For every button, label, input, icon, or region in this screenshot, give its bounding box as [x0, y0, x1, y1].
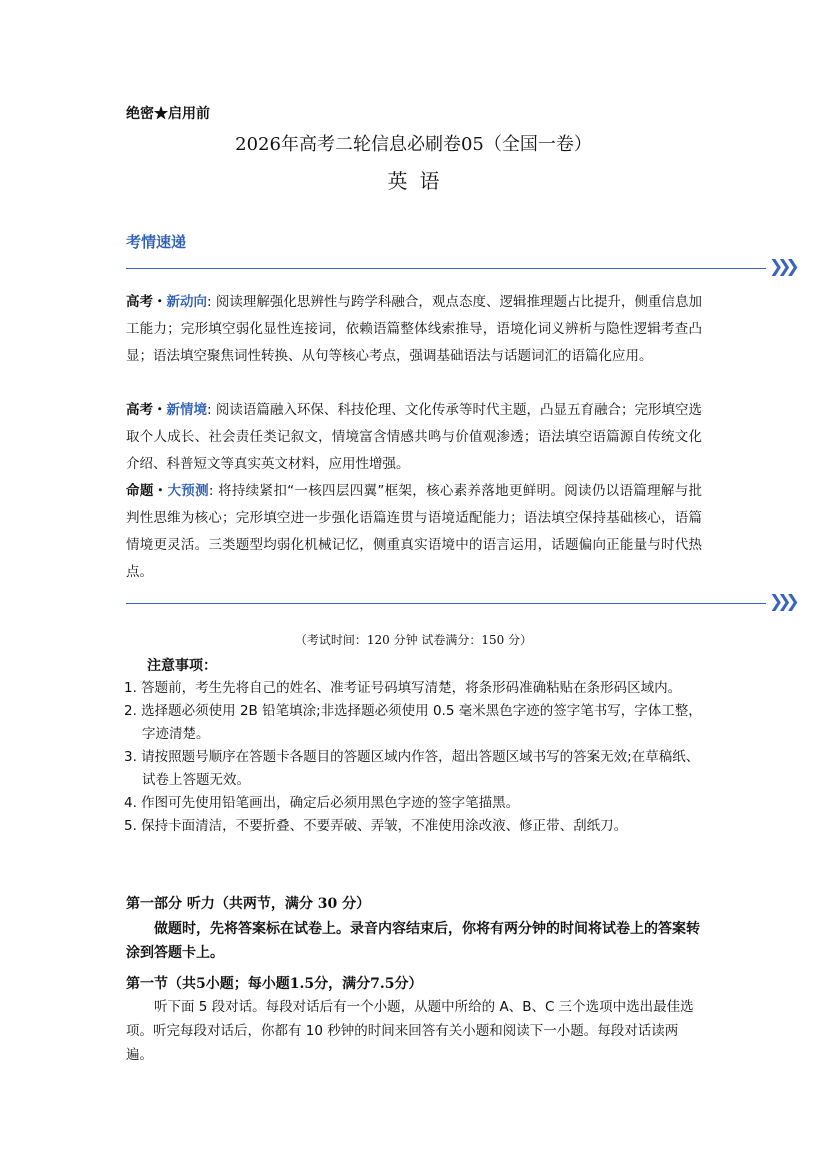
- notice-item: 5. 保持卡面清洁，不要折叠、不要弄破、弄皱，不准使用涂改液、修正带、刮纸刀。: [124, 818, 628, 834]
- overview-block-2: [126, 397, 702, 478]
- divider-top: [126, 268, 766, 269]
- secret-mark: 绝密★启用前: [126, 106, 210, 122]
- overview-block-1: [126, 289, 702, 370]
- section-title: 第一节（共5小题；每小题1.5分，满分7.5分）: [126, 976, 423, 992]
- overview-highlight: 新动向: [166, 294, 208, 310]
- overview-label: 高考・: [126, 294, 167, 310]
- overview-text: : 将持续紧扣“一核四层四翼”框架，核心素养落地更鲜明。阅读仍以语篇理解与批判性思维为核心；完形填空进一步强化语篇连贯与语境适配能力；语法填空保持基础核心，语篇情境更灵活。三类题型均弱化机械记忆，侧重真实语境中的语言运用，话题偏向正能量与时代热点。: [126, 483, 703, 580]
- notice-item: 2. 选择题必须使用 2B 铅笔填涂;非选择题必须使用 0.5 毫米黑色字迹的签字笔书写，字体工整，字迹清楚。: [124, 703, 702, 742]
- notice-title: 注意事项：: [147, 658, 217, 674]
- overview-text: : 阅读语篇融入环保、科技伦理、文化传承等时代主题，凸显五育融合；完形填空选取个人成长、社会责任类记叙文，情境富含情感共鸣与价值观渗透；语法填空语篇源自传统文化介绍、科普短文等真实英文材料，应用性增强。: [126, 402, 703, 472]
- overview-highlight: 新情境: [166, 402, 208, 418]
- divider-bottom: [126, 603, 766, 604]
- section-description: 听下面 5 段对话。每段对话后有一个小题，从题中所给的 A、B、C 三个选项中选出最佳选项。听完每段对话后，你都有 10 秒钟的时间来回答有关小题和阅读下一小题。每段对话读两遍。: [126, 999, 694, 1063]
- overview-highlight: 大预测: [167, 483, 209, 499]
- notice-item: 1. 答题前，考生先将自己的姓名、准考证号码填写清楚，将条形码准确粘贴在条形码区域内。: [124, 680, 682, 696]
- subject-title: 英语: [387, 169, 452, 193]
- overview-label: 高考・: [126, 402, 167, 418]
- notice-list: [124, 677, 704, 838]
- exam-title: 2026年高考二轮信息必刷卷05（全国一卷）: [235, 134, 592, 155]
- overview-block-3: [126, 478, 702, 586]
- exam-info: （考试时间：120 分钟 试卷满分：150 分）: [294, 633, 533, 647]
- overview-heading: 考情速递: [126, 233, 187, 251]
- notice-item: 3. 请按照题号顺序在答题卡各题目的答题区域内作答，超出答题区域书写的答案无效;在草稿纸、试卷上答题无效。: [124, 749, 700, 788]
- overview-label: 命题・: [126, 483, 168, 499]
- double-chevron-right-icon: ❯❯❯: [769, 257, 794, 277]
- part-description: 做题时，先将答案标在试卷上。录音内容结束后，你将有两分钟的时间将试卷上的答案转涂到答题卡上。: [126, 921, 700, 961]
- part-title: 第一部分 听力（共两节，满分 30 分）: [126, 896, 371, 912]
- overview-text: : 阅读理解强化思辨性与跨学科融合，观点态度、逻辑推理题占比提升，侧重信息加工能力；完形填空弱化显性连接词，依赖语篇整体线索推导，语境化词义辨析与隐性逻辑考查凸显；语法填空聚焦词性转换、从句等核心考点，强调基础语法与话题词汇的语篇化应用。: [126, 294, 703, 364]
- double-chevron-right-icon: ❯❯❯: [769, 592, 794, 612]
- notice-item: 4. 作图可先使用铅笔画出，确定后必须用黑色字迹的签字笔描黑。: [124, 795, 520, 811]
